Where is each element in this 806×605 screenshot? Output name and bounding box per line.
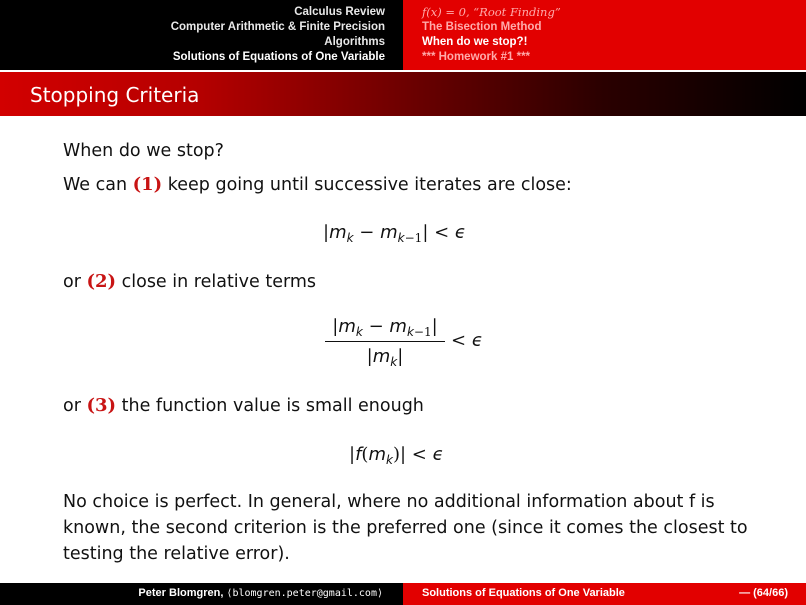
- nav-section-solutions-of-equations[interactable]: Solutions of Equations of One Variable: [172, 51, 385, 63]
- criterion-3-post: the function value is small enough: [121, 396, 424, 416]
- frame-title-bar: [0, 72, 806, 116]
- criterion-1-pre: We can: [63, 175, 128, 195]
- criterion-2-label: (2): [86, 271, 117, 292]
- header-navigation: [0, 0, 806, 70]
- footer-email: ⟨blomgren.peter@gmail.com⟩: [226, 588, 383, 599]
- criterion-1-label: (1): [132, 174, 163, 195]
- criterion-2-pre: or: [63, 272, 81, 292]
- nav-subsection-bisection-method[interactable]: The Bisection Method: [422, 21, 542, 33]
- section-navigation: [0, 0, 403, 70]
- nav-section-computer-arithmetic[interactable]: Computer Arithmetic & Finite Precision: [170, 21, 385, 33]
- page-number: — (64/66): [739, 587, 788, 599]
- footer-title: Solutions of Equations of One Variable: [422, 587, 625, 599]
- criterion-1-post: keep going until successive iterates are close:: [167, 175, 572, 195]
- nav-subsection-when-do-we-stop[interactable]: When do we stop?!: [422, 36, 528, 48]
- nav-subsection-homework-1[interactable]: *** Homework #1 ***: [422, 51, 531, 63]
- criterion-2-text: [63, 271, 316, 292]
- footer-author: Peter Blomgren,: [138, 587, 224, 599]
- frame-title: Stopping Criteria: [30, 83, 200, 107]
- equation-function-value: $|f(m_k)| < \epsilon$: [349, 444, 444, 467]
- nav-subsection-root-finding[interactable]: f(x) = 0, “Root Finding”: [422, 5, 561, 19]
- criterion-3-label: (3): [86, 395, 117, 416]
- footer-title-block: [403, 583, 806, 605]
- criterion-1-text: [63, 174, 572, 195]
- criterion-3-pre: or: [63, 396, 81, 416]
- criterion-3-text: [63, 395, 424, 416]
- subsection-navigation: [403, 0, 806, 70]
- equation-relative-difference: $|m_k - m_{k-1}|$ $|m_k|$ < ϵ: [325, 316, 495, 376]
- footer-bar: [0, 583, 806, 605]
- intro-text: When do we stop?: [63, 141, 224, 161]
- nav-section-algorithms[interactable]: Algorithms: [324, 36, 385, 48]
- conclusion-paragraph: No choice is perfect. In general, where no additional information about f is known, the second criterion is the preferred one (since it comes the closest to testing the relative error).: [63, 492, 748, 564]
- nav-section-calculus-review[interactable]: Calculus Review: [294, 6, 385, 18]
- equation-absolute-difference: $|m_k - m_{k-1}| < \epsilon$: [323, 222, 466, 245]
- criterion-2-post: close in relative terms: [121, 272, 317, 292]
- footer-author-block: [0, 583, 403, 605]
